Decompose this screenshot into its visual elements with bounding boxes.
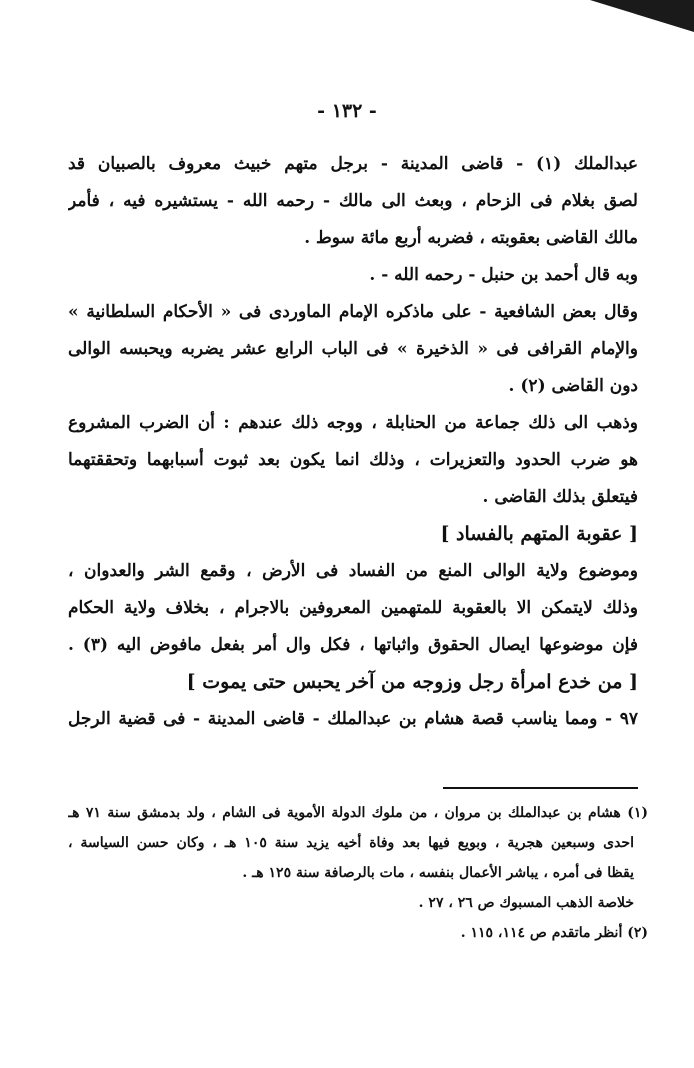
text-line: وذلك لايتمكن الا بالعقوبة للمتهمين المعروفين بالاجرام ، بخلاف ولاية الحكام <box>68 598 638 618</box>
text-line: وقال بعض الشافعية - على ماذكره الإمام الماوردى فى « الأحكام السلطانية » <box>68 302 638 322</box>
footnote-line: (٢) أنظر ماتقدم ص ١١٤، ١١٥ . <box>460 925 648 941</box>
text-line: ٩٧ - ومما يناسب قصة هشام بن عبدالملك - قاضى المدينة - فى قضية الرجل <box>68 709 638 729</box>
text-line: فإن موضوعها ايصال الحقوق واثباتها ، فكل وال أمر بفعل مافوض اليه (٣) . <box>68 635 638 655</box>
main-text <box>68 146 638 738</box>
text-line: وموضوع ولاية الوالى المنع من الفساد فى الأرض ، وقمع الشر والعدوان ، <box>68 561 638 581</box>
corner-mark <box>590 0 694 32</box>
footnotes <box>68 798 648 948</box>
text-line: وذهب الى ذلك جماعة من الحنابلة ، ووجه ذلك عندهم : أن الضرب المشروع <box>68 413 638 433</box>
text-line: دون القاضى (٢) . <box>508 376 638 396</box>
footnote-line: خلاصة الذهب المسبوك ص ٢٦ ، ٢٧ . <box>418 895 634 911</box>
footnote-divider <box>443 787 638 789</box>
text-line: لصق بغلام فى الزحام ، وبعث الى مالك - رحمه الله - يستشيره فيه ، فأمر <box>68 191 638 211</box>
text-line: مالك القاضى بعقوبته ، فضربه أربع مائة سوط . <box>304 228 638 248</box>
page-number: - ١٣٢ - <box>317 100 377 122</box>
text-line: فيتعلق بذلك القاضى . <box>482 487 638 507</box>
section-heading: [ من خدع امرأة رجل وزوجه من آخر يحبس حتى يموت ] <box>186 671 638 693</box>
footnote-line: (١) هشام بن عبدالملك بن مروان ، من ملوك الدولة الأموية فى الشام ، ولد بدمشق سنة ٧١ هـ <box>68 805 648 821</box>
footnote-line: احدى وسبعين هجرية ، وبويع فيها بعد وفاة أخيه يزيد سنة ١٠٥ هـ ، وكان حسن السياسة ، <box>68 835 634 851</box>
section-heading: [ عقوبة المتهم بالفساد ] <box>440 523 638 545</box>
footnote-line: يقظا فى أمره ، يباشر الأعمال بنفسه ، مات بالرصافة سنة ١٢٥ هـ . <box>242 865 634 881</box>
text-line: وبه قال أحمد بن حنبل - رحمه الله - . <box>369 265 638 285</box>
text-line: هو ضرب الحدود والتعزيرات ، وذلك انما يكون بعد ثبوت أسبابهما وتحققتهما <box>68 450 638 470</box>
text-line: عبدالملك (١) - قاضى المدينة - برجل متهم خبيث معروف بالصبيان قد <box>68 154 638 174</box>
text-line: والإمام القرافى فى « الذخيرة » فى الباب الرابع عشر يضربه ويحبسه الوالى <box>68 339 638 359</box>
